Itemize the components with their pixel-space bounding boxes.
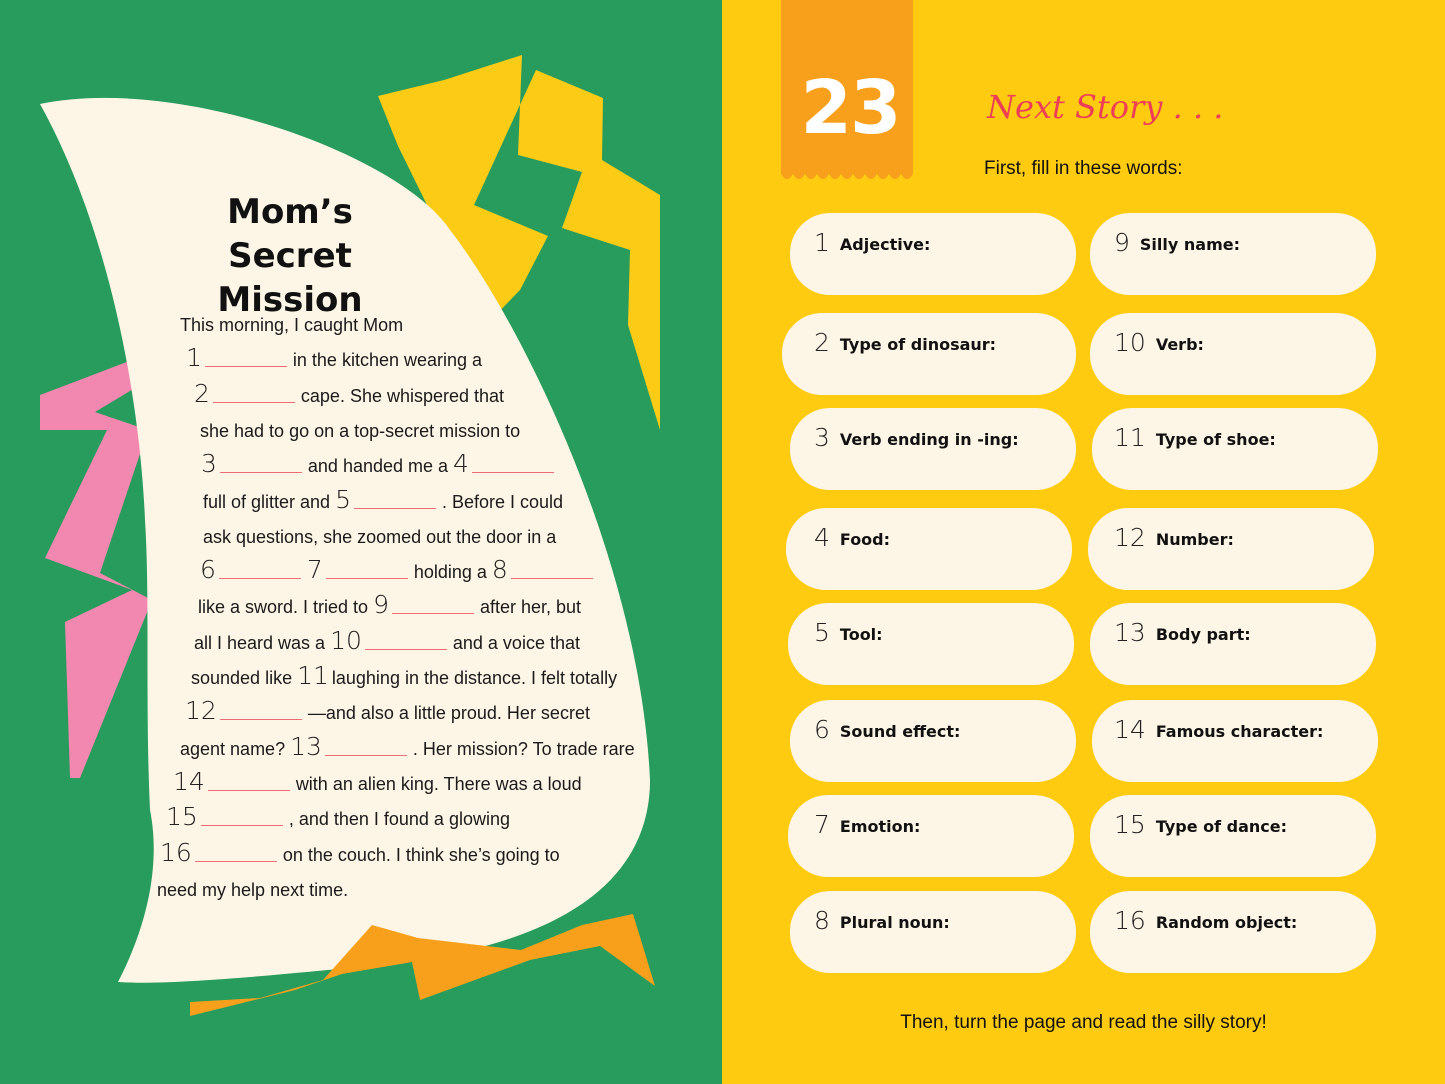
blank-number: 13: [290, 731, 322, 761]
word-field-label: [814, 229, 930, 257]
word-field-type: Emotion:: [839, 817, 921, 836]
word-field-number: 1: [814, 228, 830, 257]
word-field-number: 14: [1114, 715, 1146, 744]
story-line: [200, 557, 599, 583]
fill-in-blank: [365, 648, 447, 650]
story-text-segment: cape. She whispered that: [300, 385, 505, 406]
word-field-label: [1114, 716, 1323, 744]
blank-number: 7: [306, 555, 323, 585]
story-text-segment: ask questions, she zoomed out the door in a: [203, 526, 557, 547]
word-field-number: 16: [1114, 906, 1146, 935]
story-text-segment: . Before I could: [441, 491, 564, 512]
word-field-label: [814, 619, 883, 647]
word-field-number: 15: [1114, 810, 1146, 839]
story-line: [166, 804, 515, 830]
word-field-label: [1114, 907, 1297, 935]
story-line: [157, 875, 353, 901]
story-text-segment: full of glitter and: [203, 491, 331, 512]
story-text-segment: , and then I found a glowing: [288, 809, 510, 830]
story-title-line2: Secret Mission: [217, 236, 363, 320]
story-text-segment: need my help next time.: [157, 879, 349, 900]
story-line: [200, 416, 525, 442]
word-field-label: [814, 329, 996, 357]
word-field-label: [1114, 329, 1204, 357]
fill-in-blank: [213, 401, 295, 403]
fill-in-blank: [354, 507, 436, 509]
story-line: [201, 451, 560, 477]
word-field-type: Number:: [1155, 530, 1234, 549]
blank-number: 3: [201, 449, 217, 479]
story-text-segment: after her, but: [479, 597, 582, 618]
blank-number: 4: [453, 449, 469, 479]
fill-in-blank: [511, 577, 593, 579]
story-line: [203, 522, 561, 548]
story-text-segment: she had to go on a top-secret mission to: [200, 420, 521, 441]
word-field-type: Verb ending in -ing:: [839, 430, 1019, 449]
story-page: [0, 0, 722, 1084]
blank-number: 12: [185, 696, 217, 726]
word-field-label: [1114, 229, 1240, 257]
word-field-type: Type of dinosaur:: [839, 335, 997, 354]
story-text-segment: laughing in the distance. I felt totally: [331, 668, 618, 688]
word-field-type: Food:: [839, 530, 891, 549]
story-text-segment: holding a: [413, 562, 487, 583]
blank-number: 2: [194, 378, 210, 408]
fill-in-blank: [325, 754, 407, 756]
story-line: [180, 310, 408, 336]
fill-in-blank: [220, 471, 302, 473]
story-line: [160, 837, 565, 867]
pink-zigzag-shape: [40, 360, 152, 778]
blank-number: 15: [166, 802, 198, 832]
story-line: [173, 766, 587, 796]
story-line: [203, 484, 568, 514]
word-field-label: [1114, 424, 1276, 452]
worksheet-page: [722, 0, 1445, 1084]
word-field-number: 4: [814, 523, 830, 552]
word-field-number: 9: [1114, 228, 1130, 257]
blank-number: 9: [373, 590, 389, 620]
story-line: [180, 731, 640, 761]
word-field-number: 2: [814, 328, 830, 357]
word-field-type: Type of dance:: [1155, 817, 1288, 836]
fill-in-blank: [205, 365, 287, 367]
word-field-number: 8: [814, 906, 830, 935]
footer-instruction: Then, turn the page and read the silly story!: [900, 1012, 1267, 1033]
blank-number: 10: [330, 625, 362, 655]
story-title-line1: Mom’s: [227, 192, 353, 232]
blank-number: 5: [335, 484, 351, 514]
word-field-type: Tool:: [839, 625, 883, 644]
word-field-label: [814, 907, 950, 935]
blank-number: 14: [173, 766, 205, 796]
word-field-number: 3: [814, 423, 830, 452]
blank-number: 1: [186, 343, 202, 373]
story-number: 23: [800, 65, 900, 151]
word-field-number: 6: [814, 715, 830, 744]
word-field-label: [1114, 524, 1234, 552]
story-text-segment: sounded like: [191, 668, 293, 688]
story-line: [194, 625, 585, 655]
story-text-segment: in the kitchen wearing a: [292, 350, 483, 371]
story-title: [150, 190, 430, 322]
word-field-type: Verb:: [1155, 335, 1204, 354]
word-field-type: Silly name:: [1139, 235, 1240, 254]
story-text-segment: with an alien king. There was a loud: [295, 773, 582, 794]
fill-in-blank: [219, 577, 301, 579]
word-field-type: Type of shoe:: [1155, 430, 1276, 449]
blank-number: 6: [200, 555, 216, 585]
word-field-type: Adjective:: [839, 235, 931, 254]
word-field-number: 7: [814, 810, 830, 839]
fill-in-blank: [201, 824, 283, 826]
word-field-label: [814, 524, 890, 552]
word-field-label: [1114, 811, 1287, 839]
blank-number: 16: [160, 837, 192, 867]
story-text-segment: on the couch. I think she’s going to: [282, 844, 560, 865]
word-field-label: [814, 716, 960, 744]
fill-in-blank: [472, 471, 554, 473]
blank-number: 11: [297, 661, 329, 690]
word-field-type: Body part:: [1155, 625, 1251, 644]
word-field-number: 13: [1114, 618, 1146, 647]
story-text-segment: —and also a little proud. Her secret: [307, 703, 590, 724]
word-field-number: 10: [1114, 328, 1146, 357]
fill-in-blank: [392, 612, 474, 614]
blank-number: 8: [491, 555, 508, 585]
word-field-type: Random object:: [1155, 913, 1298, 932]
word-field-label: [814, 424, 1019, 452]
story-text-segment: and handed me a: [307, 456, 449, 477]
word-field-number: 11: [1114, 423, 1146, 452]
story-text-segment: agent name?: [180, 738, 286, 759]
word-field-label: [1114, 619, 1251, 647]
story-text-segment: all I heard was a: [194, 632, 326, 653]
story-line: [191, 663, 622, 689]
fill-in-blank: [208, 789, 290, 791]
word-field-number: 5: [814, 618, 830, 647]
fill-in-blank: [326, 577, 408, 579]
story-line: [194, 378, 509, 408]
story-text-segment: like a sword. I tried to: [198, 597, 369, 618]
story-line: [185, 698, 595, 724]
word-field-type: Plural noun:: [839, 913, 950, 932]
story-line: [198, 592, 586, 618]
fill-in-blank: [195, 860, 277, 862]
instruction-text: First, fill in these words:: [984, 158, 1183, 179]
word-field-label: [814, 811, 920, 839]
story-text-segment: and a voice that: [452, 632, 580, 653]
fill-in-blank: [220, 718, 302, 720]
word-field-type: Sound effect:: [839, 722, 961, 741]
next-story-heading: Next Story . . .: [987, 88, 1224, 126]
story-text-segment: This morning, I caught Mom: [180, 315, 404, 335]
word-field-type: Famous character:: [1155, 722, 1324, 741]
word-field-number: 12: [1114, 523, 1146, 552]
story-text-segment: . Her mission? To trade rare: [412, 738, 635, 759]
story-line: [186, 345, 487, 371]
